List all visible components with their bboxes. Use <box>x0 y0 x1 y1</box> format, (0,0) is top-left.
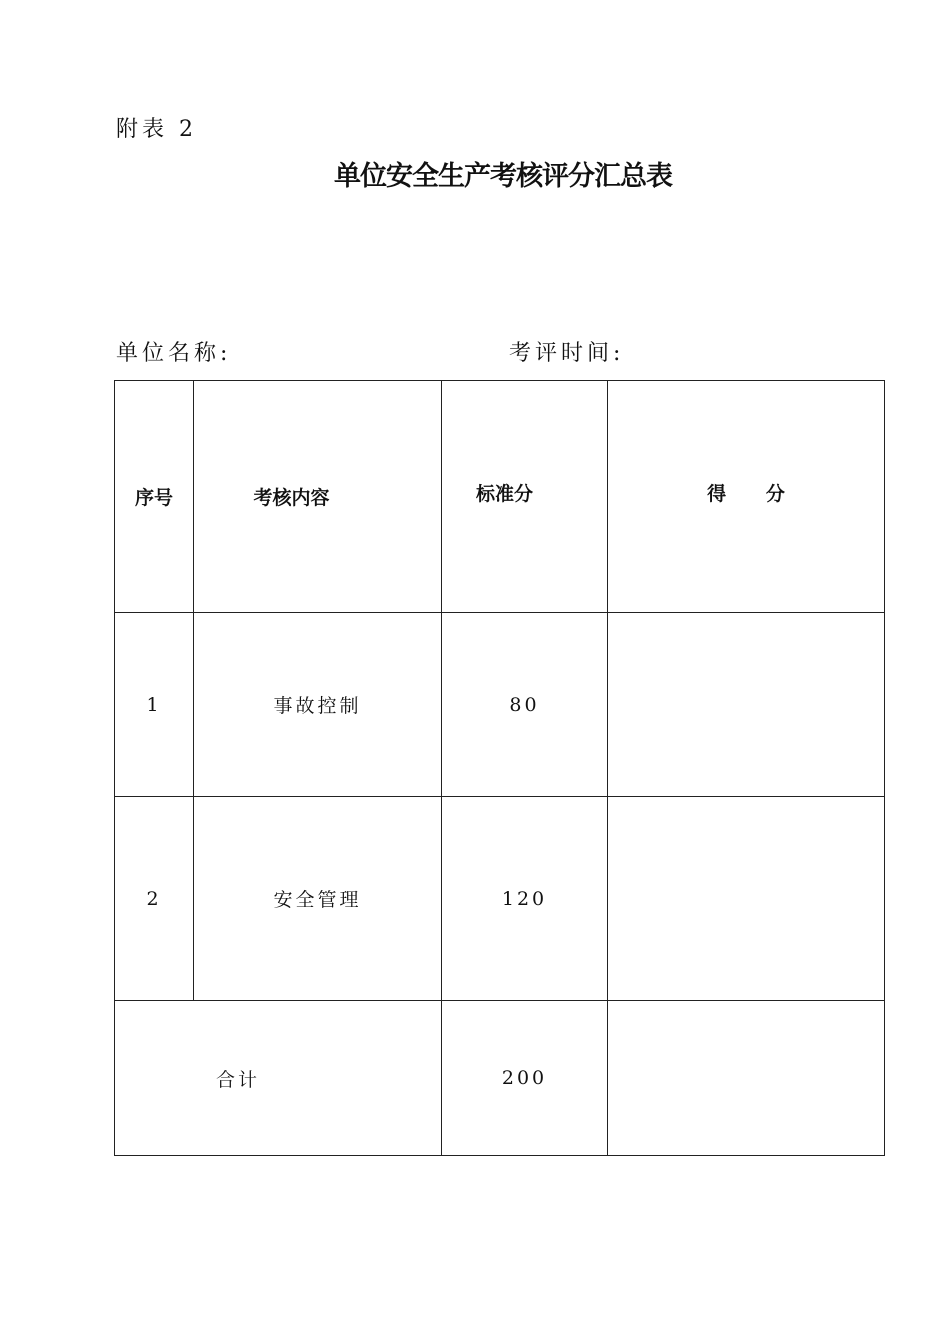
score-summary-table <box>114 380 885 1156</box>
header-score: 得 分 <box>608 381 885 613</box>
appendix-label: 附表 2 <box>116 117 197 142</box>
row-index: 2 <box>115 797 194 1001</box>
document-title: 单位安全生产考核评分汇总表 <box>334 161 672 192</box>
total-row <box>115 1001 885 1156</box>
row-content: 事故控制 <box>194 613 442 797</box>
table-header-row <box>115 381 885 613</box>
evaluation-time-label: 考评时间: <box>509 341 625 366</box>
header-standard-score: 标准分 <box>442 381 608 613</box>
total-score-cell[interactable] <box>608 1001 885 1156</box>
row-index: 1 <box>115 613 194 797</box>
unit-name-label: 单位名称: <box>116 341 232 366</box>
header-content: 考核内容 <box>194 381 442 613</box>
total-label: 合计 <box>115 1001 442 1156</box>
row-score-cell[interactable] <box>608 613 885 797</box>
table-row <box>115 613 885 797</box>
row-score-cell[interactable] <box>608 797 885 1001</box>
row-standard-score: 120 <box>442 797 608 1001</box>
total-standard-score: 200 <box>442 1001 608 1156</box>
row-content: 安全管理 <box>194 797 442 1001</box>
table-row <box>115 797 885 1001</box>
header-index: 序号 <box>115 381 194 613</box>
row-standard-score: 80 <box>442 613 608 797</box>
